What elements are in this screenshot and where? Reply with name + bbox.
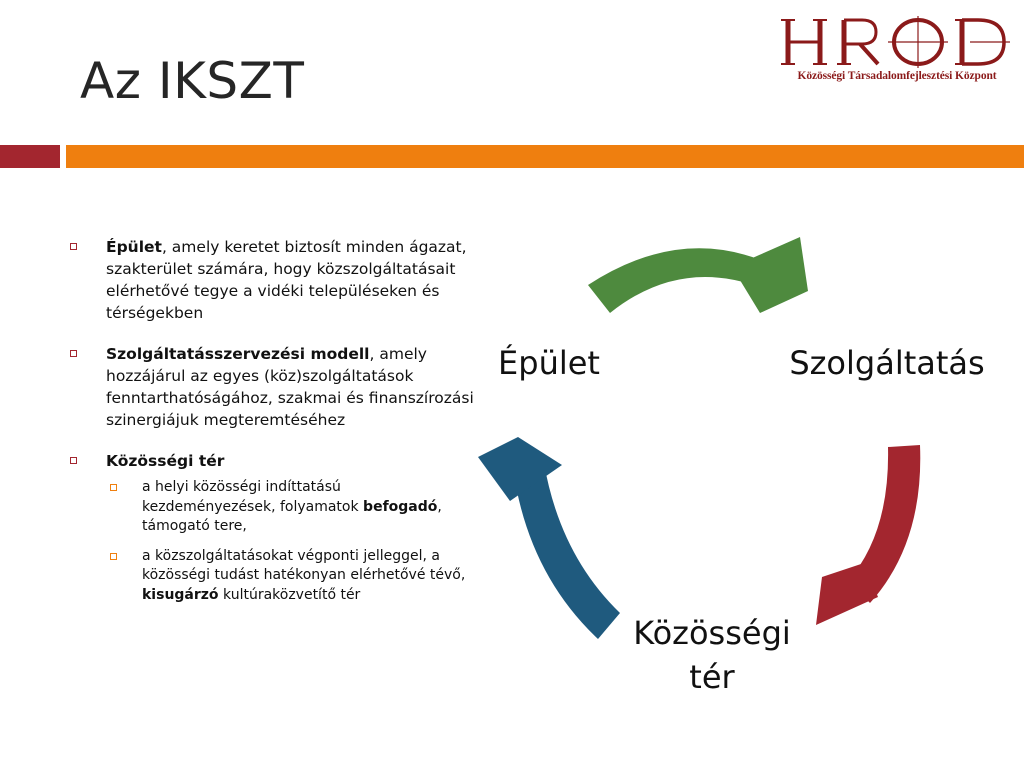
square-bullet-icon	[70, 243, 77, 250]
node-kozossegi-line1: Közösségi	[633, 614, 791, 652]
bullet-list	[70, 236, 475, 615]
node-kozossegi-line2: tér	[689, 658, 735, 696]
node-epulet: Épület	[498, 344, 600, 382]
bullet-bold: Szolgáltatásszervezési modell	[106, 345, 370, 363]
slide-title: Az IKSZT	[80, 52, 305, 110]
hrod-logo-mark	[778, 14, 1016, 72]
sub-bullet-text: a helyi közösségi indíttatású kezdeményezések, folyamatok	[142, 479, 364, 515]
sub-bullet-bold: kisugárzó	[142, 586, 219, 603]
sub-bullet-text: a közszolgáltatásokat végponti jelleggel, a közösségi tudást hatékonyan elérhetővé tévő,	[142, 547, 466, 583]
sub-bullet-text: , támogató tere,	[142, 498, 442, 534]
hrod-logo	[778, 14, 1016, 86]
bullet-text: , amely hozzájárul az egyes (köz)szolgáltatások fenntarthatóságához, szakmai és finanszírozási szinergiájuk megteremtéséhez	[106, 345, 474, 429]
sub-bullet-list	[106, 478, 475, 605]
header-band-orange	[66, 145, 1024, 168]
header-band-red	[0, 145, 60, 168]
square-bullet-icon	[70, 350, 77, 357]
node-szolgaltatas: Szolgáltatás	[789, 344, 985, 382]
bullet-bold: Épület	[106, 238, 162, 256]
sub-bullet-bold: befogadó	[363, 498, 438, 515]
logo-subtitle: Közösségi Társadalomfejlesztési Központ	[797, 70, 997, 82]
bullet-item	[70, 450, 475, 472]
cycle-arrow-left	[514, 463, 620, 639]
cycle-arrowhead-top	[732, 237, 808, 313]
bullet-bold: Közösségi tér	[106, 452, 225, 470]
sub-bullet-text: kultúraközvetítő tér	[218, 586, 361, 603]
sub-bullet-item	[106, 547, 475, 606]
cycle-diagram	[470, 225, 1010, 705]
bullet-item	[70, 343, 475, 431]
sub-bullet-item	[106, 478, 475, 537]
bullet-item	[70, 236, 475, 324]
square-sub-bullet-icon	[110, 553, 117, 560]
square-bullet-icon	[70, 457, 77, 464]
square-sub-bullet-icon	[110, 484, 117, 491]
bullet-text: , amely keretet biztosít minden ágazat, szakterület számára, hogy közszolgáltatásait elérhetővé tegye a vidéki településeken és térségekben	[106, 238, 467, 322]
